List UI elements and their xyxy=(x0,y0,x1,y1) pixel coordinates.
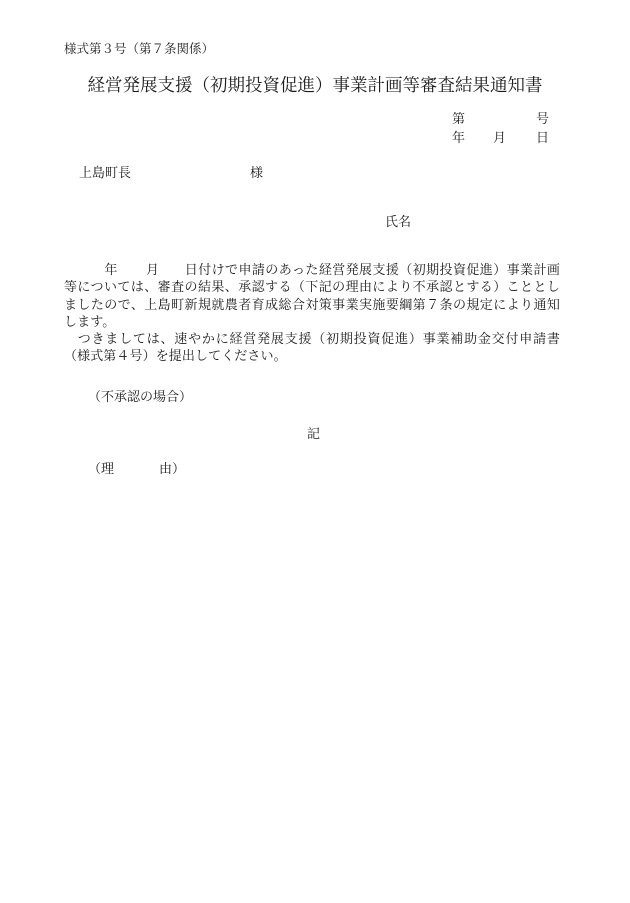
document-title xyxy=(0,72,630,97)
applicant-name-label: 氏名 xyxy=(385,215,412,230)
date-month: 月 xyxy=(493,131,507,146)
addressee-name: 上島町長 xyxy=(79,166,132,181)
form-number: 様式第３号（第７条関係） xyxy=(64,41,215,56)
body-year: 年 xyxy=(104,263,118,278)
reason-label-close: 由） xyxy=(159,462,186,477)
rejection-case-note: （不承認の場合） xyxy=(88,390,193,405)
notice-paragraph-2-text: つきましては、速やかに経営発展支援（初期投資促進）事業補助金交付申請書（様式第４号）を提出してください。 xyxy=(64,332,560,365)
notice-body xyxy=(64,262,560,366)
notice-paragraph-1 xyxy=(64,262,560,331)
document-number-suffix: 号 xyxy=(536,112,550,127)
notice-paragraph-1-text: 日付けで申請のあった経営発展支援（初期投資促進）事業計画等については、審査の結果、承認する（下記の理由により不承認とする）こととしましたので、上島町新規就農者育成総合対策事業実施要綱第７条の規定により通知します。 xyxy=(64,263,560,330)
addressee-honorific: 様 xyxy=(250,166,264,181)
notice-paragraph-2 xyxy=(64,331,560,366)
document-number-prefix: 第 xyxy=(452,112,466,127)
document-title-text: 経営発展支援（初期投資促進）事業計画等審査結果通知書 xyxy=(87,76,543,96)
date-day: 日 xyxy=(536,131,550,146)
reason-label-open: （理 xyxy=(88,462,115,477)
date-year: 年 xyxy=(452,131,466,146)
body-month: 月 xyxy=(145,263,160,278)
ki-heading: 記 xyxy=(307,427,321,442)
